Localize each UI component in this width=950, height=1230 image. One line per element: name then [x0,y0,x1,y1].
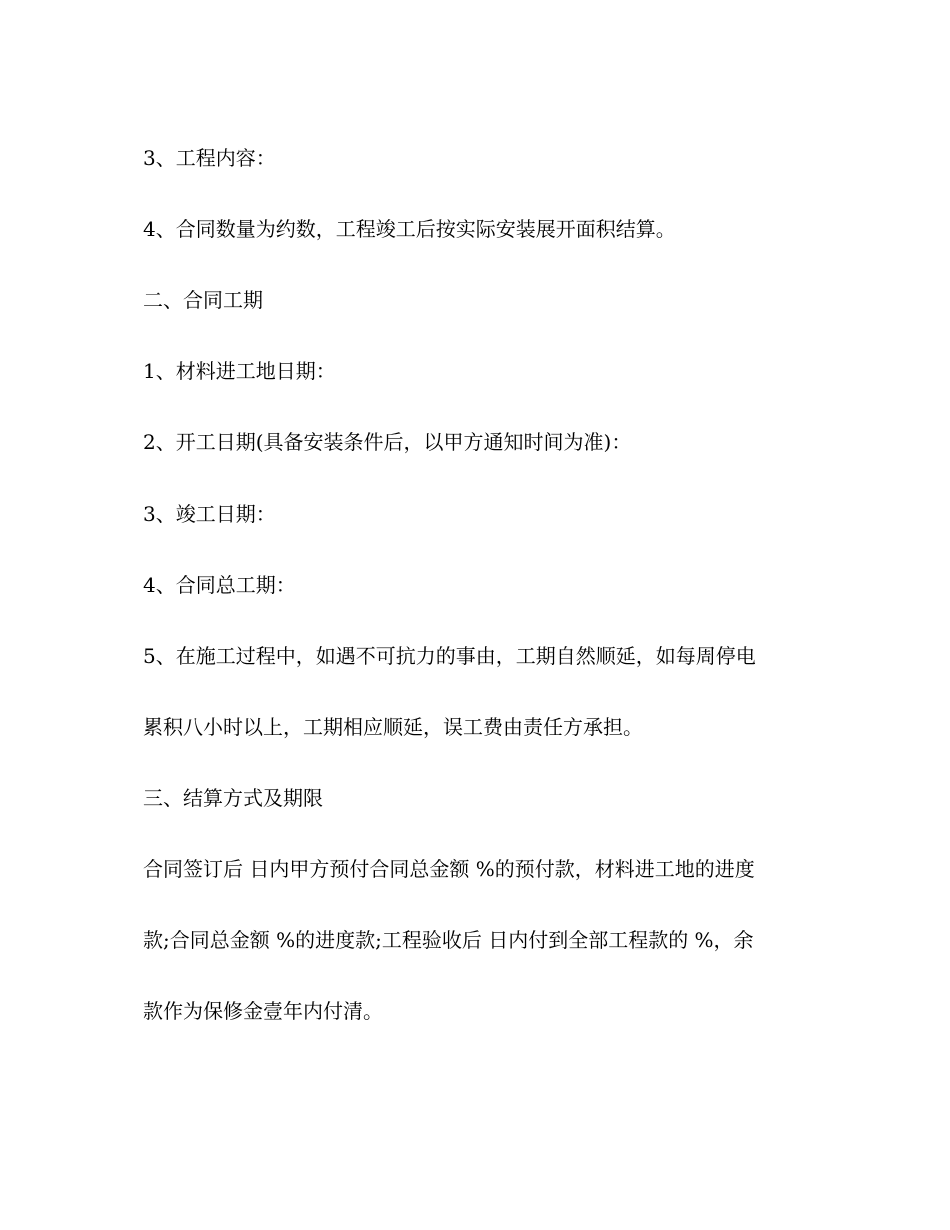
text-line-settlement-1: 合同签订后 日内甲方预付合同总金额 %的预付款，材料进工地的进度 [143,857,755,881]
text-line-contract-quantity: 4、合同数量为约数，工程竣工后按实际安装展开面积结算。 [143,217,676,241]
text-line-total-period: 4、合同总工期： [143,573,296,597]
text-line-completion-date: 3、竣工日期： [143,502,276,526]
text-line-force-majeure-1: 5、在施工过程中，如遇不可抗力的事由，工期自然顺延，如每周停电 [143,644,756,668]
text-line-material-arrival-date: 1、材料进工地日期： [143,359,336,383]
section-heading-contract-period: 二、合同工期 [143,288,263,312]
text-line-start-date: 2、开工日期(具备安装条件后，以甲方通知时间为准)： [143,430,632,454]
text-line-project-content: 3、工程内容： [143,146,276,170]
section-heading-settlement: 三、结算方式及期限 [143,786,323,810]
text-line-force-majeure-2: 累积八小时以上，工期相应顺延，误工费由责任方承担。 [143,715,643,739]
text-line-settlement-2: 款;合同总金额 %的进度款;工程验收后 日内付到全部工程款的 %，余 [143,928,754,952]
text-line-settlement-3: 款作为保修金壹年内付清。 [143,999,383,1023]
